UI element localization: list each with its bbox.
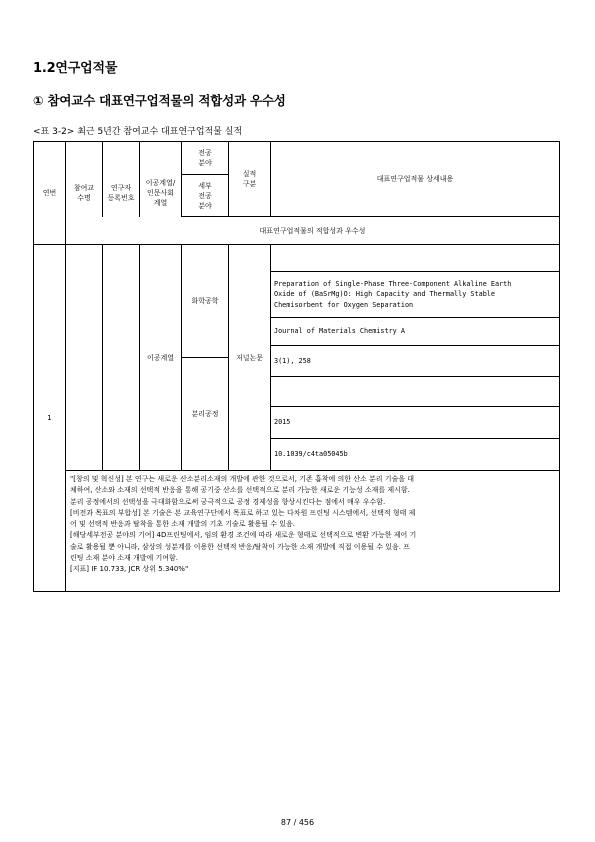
row-major-text: 화학공학: [191, 297, 219, 305]
evaluation-line: [해당세부전공 분야의 기여] 4D프린팅에서, 임의 환경 조건에 따라 새로운 형태로 선택적으로 변환 가능한 제어 기: [70, 531, 417, 540]
header-researcher-id-line: 연구자: [110, 184, 132, 192]
section-title: 1.2연구업적물: [33, 61, 118, 76]
research-table: [33, 141, 560, 592]
header-researcher-id-line: 등록번호: [107, 194, 135, 202]
evaluation-line: 체하여, 산소와 소재의 선택적 반응을 통해 공기중 산소를 선택적으로 분리 가능한 새로운 기능성 소재를 제시함.: [70, 486, 410, 495]
evaluation-line: 린팅 소재 분야 소재 개발에 기여함.: [70, 554, 179, 563]
detail-journal-text: Journal of Materials Chemistry A: [274, 327, 405, 336]
header-major-line: 분야: [198, 159, 212, 167]
detail-year: [271, 407, 560, 439]
header-sub-major-line: 전공: [198, 191, 212, 200]
detail-journal: [271, 318, 560, 346]
row-sub-major: [182, 358, 229, 471]
evaluation-line: "[창의 및 혁신성] 본 연구는 새로운 산소분리소재의 개발에 관한 것으로서, 기존 흡착에 의한 산소 분리 기술을 대: [70, 475, 415, 483]
detail-volume: [271, 346, 560, 377]
header-major: [182, 141, 229, 175]
evaluation-line: 어 및 선택적 반응과 탈착을 통한 소재 개발의 기초 기술로 활용될 수 있음.: [70, 520, 296, 529]
header-suitability-text: 대표연구업적물의 적합성과 우수성: [259, 226, 366, 235]
row-no: [33, 245, 66, 592]
header-sub-major-line: 세부: [198, 181, 212, 190]
row-type: [229, 245, 271, 471]
row-field-group-text: 이공계열: [146, 353, 175, 362]
detail-cell: [271, 377, 560, 407]
header-type: [229, 141, 271, 217]
header-type-line: 실적: [242, 170, 257, 178]
evaluation-line: 술로 활용될 뿐 아니라, 삼상의 성분계를 이용한 선택적 반응/탈착이 가능한 소재 개발에 직접 이용될 수 있음. 프: [70, 542, 410, 551]
row-major: [182, 245, 229, 358]
header-no: [33, 141, 66, 245]
header-major-line: 전공: [198, 149, 212, 157]
detail-doi: [271, 439, 560, 471]
header-field-group-line: 이공계열/: [145, 179, 176, 187]
detail-title: [271, 272, 560, 318]
header-no-text: 연번: [42, 189, 57, 197]
row-field-group: [140, 245, 182, 471]
header-sub-major: [182, 175, 229, 217]
table-caption: <표 3-2> 최근 5년간 참여교수 대표연구업적물 실적: [33, 127, 243, 137]
header-detail: [271, 141, 560, 217]
detail-title-line: Chemisorbent for Oxygen Separation: [274, 300, 414, 309]
evaluation-text: [66, 471, 560, 592]
evaluation-line: [지표] IF 10.733, JCR 상위 5.340%": [70, 565, 189, 574]
evaluation-line: 분리 공정에서의 선택성을 극대화함으로써 궁극적으로 공정 경제성을 향상시킨다는 점에서 매우 우수함.: [70, 497, 386, 506]
page-number: 87 / 456: [280, 818, 315, 827]
detail-cell: [271, 245, 560, 272]
row-no-text: 1: [47, 414, 52, 422]
row-sub-major-text: 분리공정: [191, 410, 219, 418]
row-professor: [66, 245, 103, 471]
detail-title-line: Oxide of (BaSrMg)O: High Capacity and Thermally Stable: [274, 290, 495, 299]
header-field-group-line: 인문사회: [146, 189, 175, 197]
header-sub-major-line: 분야: [198, 201, 212, 210]
detail-volume-text: 3(1), 258: [274, 356, 311, 365]
row-researcher-id: [103, 245, 140, 471]
header-professor-line: 참여교: [73, 184, 95, 192]
detail-year-text: 2015: [274, 418, 291, 427]
row-type-text: 저널논문: [235, 353, 264, 362]
evaluation-line: [비전과 목표의 부합성] 본 기술은 본 교육연구단에서 목표로 하고 있는 다차원 프린팅 시스템에서, 선택적 형태 제: [70, 508, 416, 517]
header-professor-line: 수명: [77, 194, 91, 202]
header-suitability: [66, 217, 560, 245]
header-type-line: 구분: [242, 180, 257, 188]
detail-title-line: Preparation of Single-Phase Three-Component Alkaline Earth: [274, 279, 512, 288]
sub-title: ① 참여교수 대표연구업적물의 적합성과 우수성: [33, 93, 286, 108]
header-detail-text: 대표연구업적물 상세내용: [376, 175, 454, 183]
header-field-group-line: 계열: [153, 199, 168, 207]
detail-doi-text: 10.1039/c4ta05045b: [274, 450, 348, 459]
